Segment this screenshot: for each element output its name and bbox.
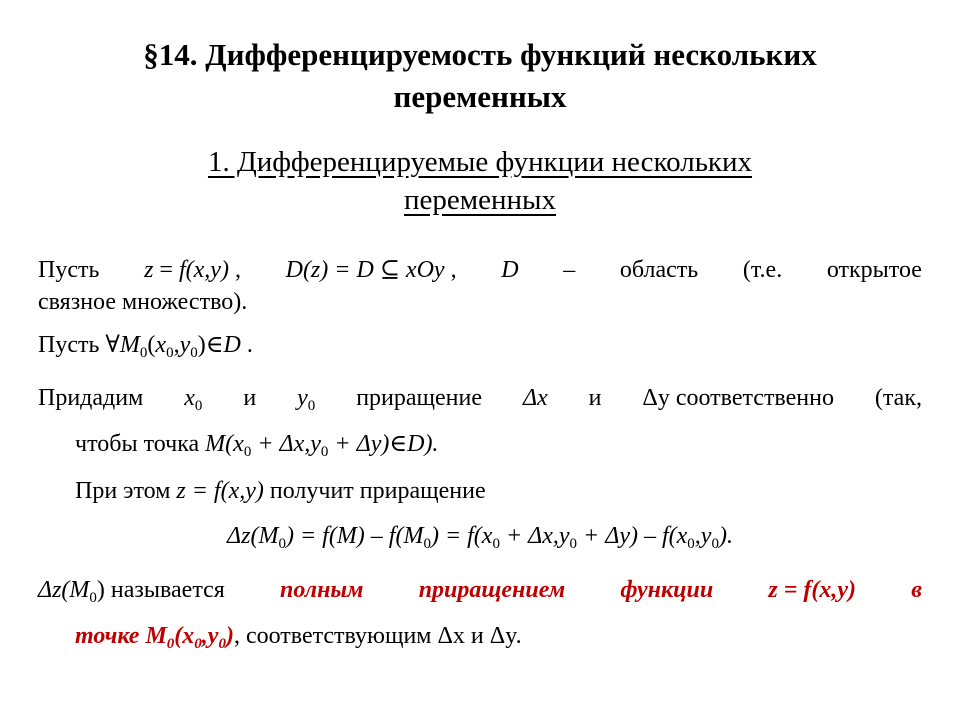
- function-def: z = f(x,y) ,: [144, 257, 241, 283]
- term-polnym: полным: [280, 577, 364, 603]
- term-funktsii: функции: [620, 577, 714, 603]
- term-function: z = f(x,y): [768, 577, 857, 603]
- page-title-line1: §14. Дифференцируемость функций нескольких: [143, 37, 817, 72]
- page-title: [40, 34, 920, 118]
- term-prirashcheniem: приращением: [418, 577, 566, 603]
- text-line-2: связное множество).: [38, 289, 248, 315]
- dash: –: [563, 257, 576, 283]
- word-oblast: область: [619, 257, 699, 283]
- text-line-8: $\Delta z(M_0)$ называется полным приращением функции z = f(x,y) в: [38, 577, 922, 606]
- domain-def: D(z) = D ⊆ xOy ,: [285, 257, 457, 283]
- text-line-4: Придадим $x_0$ и $y_0$ приращение Δx и Δy соответственно (так,: [38, 385, 922, 414]
- term-v: в: [911, 577, 922, 603]
- text-line-6: При этом z = f(x,y) получит приращение: [75, 478, 486, 504]
- text-line-3: Пусть $\forall M_0(x_0,y_0)\in D$ .: [38, 332, 253, 361]
- text-line-9: точке $M_0(x_0,y_0)$, соответствующим Δx и Δy.: [75, 623, 522, 652]
- page-title-line2: переменных: [393, 79, 567, 114]
- text-line-1: [38, 255, 922, 285]
- text-line-5: чтобы точка $M(x_0 + \Delta x,y_0$ + Δy)∈D).: [75, 431, 439, 460]
- word-otkrytoe: открытое: [826, 257, 922, 283]
- section-subtitle: [60, 143, 900, 219]
- word-te: (т.е.: [742, 257, 783, 283]
- increment-formula: $\Delta z(M_0) = f(M) - f(M_0) = f(x_0 + \Delta x,y_0 + \Delta y) - f(x_0,y_0)$.: [227, 523, 733, 552]
- word-pust: Пусть: [38, 257, 100, 283]
- subtitle-line2: переменных: [403, 184, 556, 216]
- subtitle-line1: 1. Дифференцируемые функции нескольких: [207, 146, 753, 178]
- domain-symbol: D: [501, 257, 519, 283]
